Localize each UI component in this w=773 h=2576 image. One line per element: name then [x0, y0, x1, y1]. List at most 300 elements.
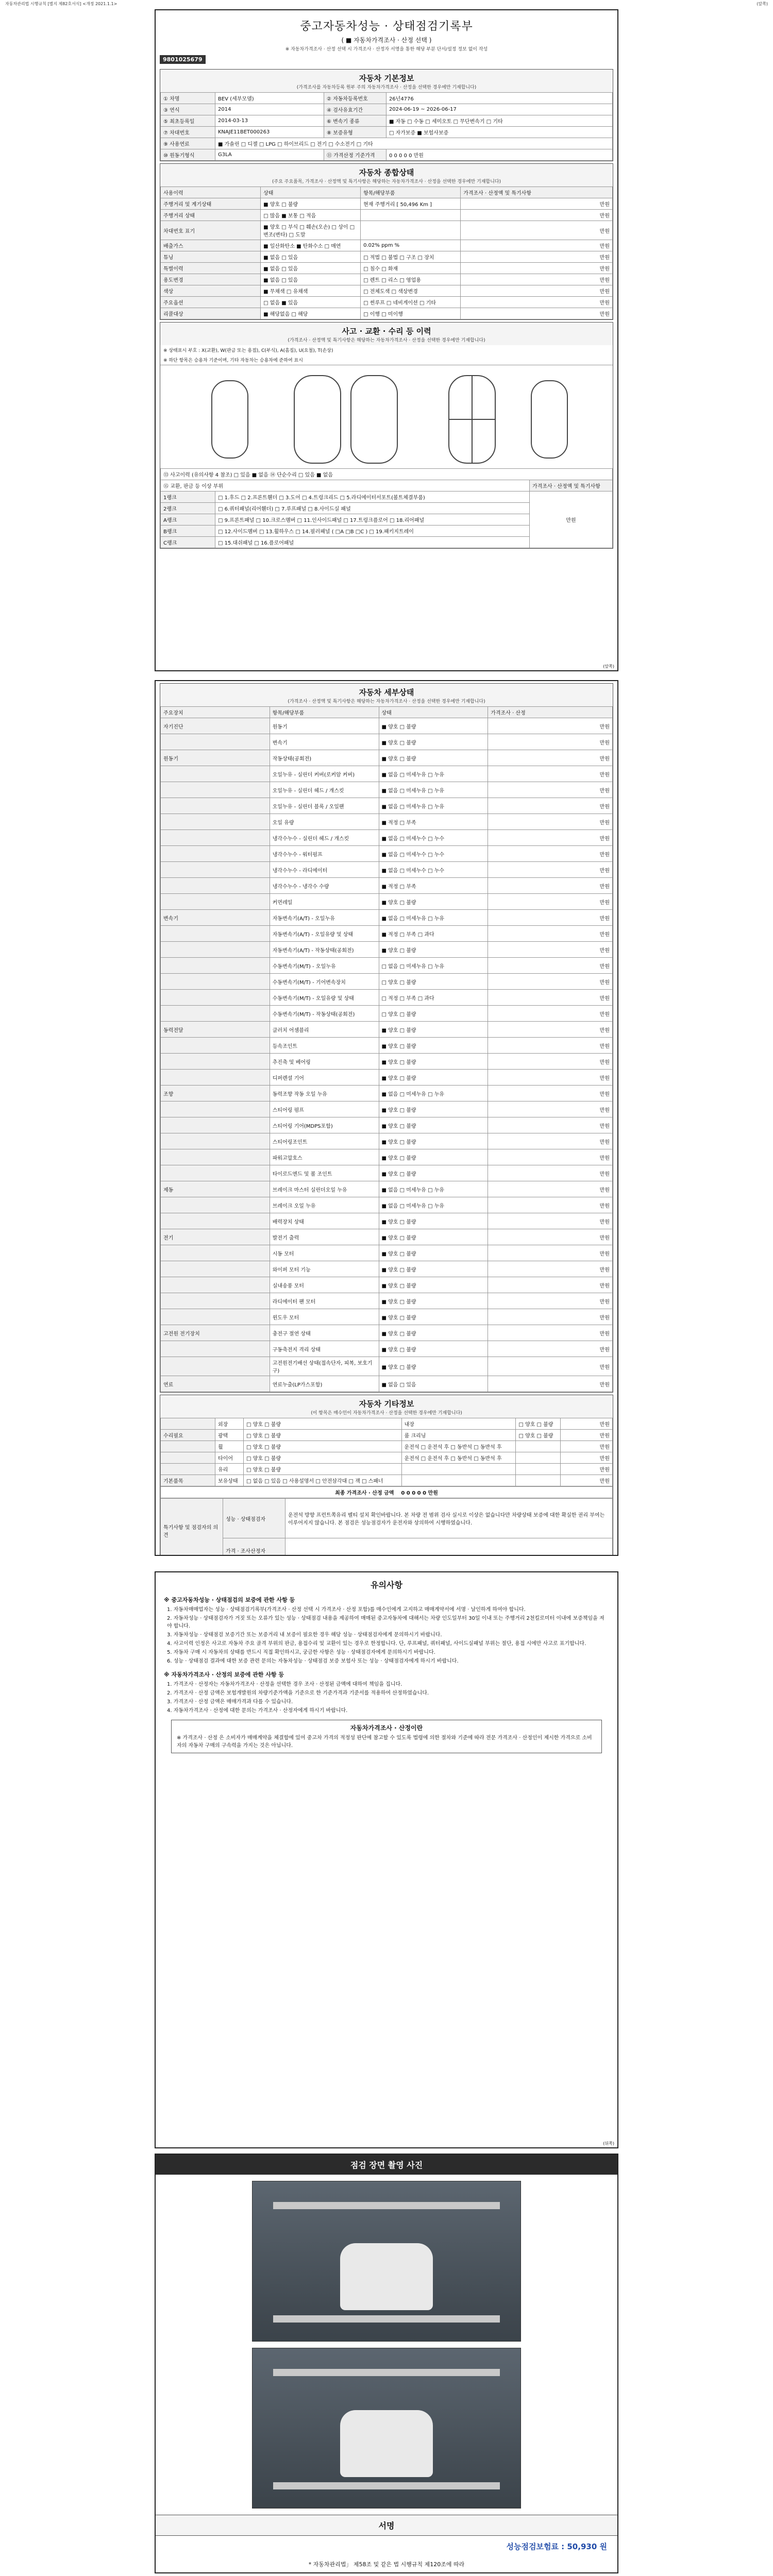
detail-row: [161, 1086, 613, 1101]
detail-item: 수동변속기(M/T) - 오일누유: [270, 958, 379, 974]
special-text: 운전석 방향 프런트쪽유리 벨티 설치 확인바랍니다. 본 차량 전 범위 검사 실시로 이상은 없습니다만 차량상태 보증에 대한 확실한 권리 부여는 이루어지지 않습니다. 본 점검은 성능점검자가 운전자와 상의하여 시행하였습니다.: [285, 1499, 613, 1538]
overall-item: 주행거리 상태: [161, 210, 261, 221]
detail-row: [161, 782, 613, 798]
detail-status: ■ 양호 □ 불량: [379, 1165, 488, 1181]
other-item: 광택: [215, 1430, 244, 1441]
detail-group: [161, 846, 270, 862]
other-item: 타이어: [215, 1452, 244, 1464]
detail-group: [161, 1213, 270, 1229]
other-item-2: [401, 1464, 516, 1475]
detail-row: [161, 1325, 613, 1341]
detail-status: ■ 없음 □ 미세누수 □ 누수: [379, 830, 488, 846]
overall-col-header: 상태: [261, 187, 361, 198]
overall-row: [161, 221, 613, 240]
other-price: 만원: [561, 1441, 613, 1452]
detail-row: [161, 1165, 613, 1181]
detail-price: 만원: [488, 846, 613, 862]
other-status-2: [516, 1452, 561, 1464]
detail-row: [161, 1149, 613, 1165]
other-info-section: [160, 1395, 613, 1556]
detail-price: 만원: [488, 734, 613, 750]
detail-group: [161, 766, 270, 782]
detail-price: 만원: [488, 1309, 613, 1325]
basic-value: □ 자가보증 ■ 보험사보증: [386, 127, 612, 138]
detail-price: 만원: [488, 814, 613, 830]
other-price: 만원: [561, 1430, 613, 1441]
rank-parts: □ 1.후드 □ 2.프론트휀더 □ 3.도어 □ 4.트렁크리드 □ 5.라디에이터서포트(볼트체결부품): [215, 492, 530, 503]
detail-table: [160, 706, 613, 1392]
rank-fee: 만원: [530, 492, 613, 548]
detail-item: 오일누유 - 실린더 커버(로커암 커버): [270, 766, 379, 782]
detail-item: 충전구 절연 상태: [270, 1325, 379, 1341]
overall-price: 만원: [461, 297, 613, 308]
detail-price: 만원: [488, 878, 613, 894]
car-left-side: [212, 381, 248, 458]
detail-status: ■ 양호 □ 불량: [379, 1341, 488, 1357]
basic-label: ② 자동차등록번호: [324, 93, 386, 104]
notice-heading-2: ※ 자동차가격조사 · 산정의 보증에 관한 사항 등: [164, 1671, 284, 1678]
checker-label: 성능 · 상태점검자: [223, 1499, 285, 1538]
detail-status: ■ 없음 □ 미세누유 □ 누유: [379, 766, 488, 782]
other-status-2: [516, 1441, 561, 1452]
overall-row: [161, 285, 613, 297]
appraiser-text: [285, 1538, 613, 1556]
detail-row: [161, 750, 613, 766]
detail-group: [161, 1149, 270, 1165]
detail-group: [161, 1006, 270, 1022]
other-row: [161, 1430, 613, 1441]
detail-item: 오일 유량: [270, 814, 379, 830]
overall-status-table: [160, 187, 613, 319]
detail-item: 타이로드엔드 및 볼 조인트: [270, 1165, 379, 1181]
signature-heading: 서명: [156, 2515, 617, 2536]
detail-item: 고전원전기배선 상태(접속단자, 피복, 보호기구): [270, 1357, 379, 1376]
detail-item: 배력장치 상태: [270, 1213, 379, 1229]
detail-item: 브레이크 오일 누유: [270, 1197, 379, 1213]
other-status: □ 양호 □ 불량: [244, 1452, 402, 1464]
detail-item: 자동변속기(A/T) - 작동상태(공회전): [270, 942, 379, 958]
document-note: ※ 자동차가격조사 · 산정 선택 시 가격조사 · 산정자 서명을 통한 해당 부분 단서/설정 정보 없이 작성: [285, 47, 488, 52]
detail-price: 만원: [488, 1054, 613, 1070]
photos-heading: 점검 장면 촬영 사진: [156, 2155, 617, 2175]
accident-heading: 사고 · 교환 · 수리 등 이력: [342, 327, 431, 336]
detail-item: 원동기: [270, 718, 379, 734]
other-row: [161, 1475, 613, 1486]
overall-price: 만원: [461, 210, 613, 221]
detail-status: ■ 양호 □ 불량: [379, 734, 488, 750]
basic-info-note: (가격조사를 자동차등록 원부 주의 자동차가격조사 · 산정을 선택한 경우에만 기재합니다): [296, 85, 477, 90]
basic-row: [161, 138, 613, 149]
overall-detail: □ 이행 □ 미이행: [361, 308, 461, 319]
rank-parts: □ 12.사이드멤버 □ 13.휠하우스 □ 14.필러패널 ( □A □B □C ) □ 19.패키지트레이: [215, 526, 530, 537]
detail-row: [161, 958, 613, 974]
notice-list-2: [156, 1681, 617, 1715]
accident-history-table: [160, 468, 613, 548]
basic-label: ③ 연식: [161, 104, 215, 115]
overall-row: [161, 274, 613, 285]
other-item: 휠: [215, 1441, 244, 1452]
detail-item: 시동 모터: [270, 1245, 379, 1261]
other-price: 만원: [561, 1475, 613, 1486]
detail-row: [161, 974, 613, 990]
detail-status: ■ 양호 □ 불량: [379, 1213, 488, 1229]
overall-row: [161, 297, 613, 308]
basic-info-table: [160, 92, 613, 161]
detail-item: 파워고압호스: [270, 1149, 379, 1165]
basic-label: ⑦ 차대번호: [161, 127, 215, 138]
detail-row: [161, 830, 613, 846]
overall-row: [161, 308, 613, 319]
overall-detail: □ 적법 □ 불법 □ 구조 □ 장치: [361, 251, 461, 263]
detail-status: ■ 없음 □ 미세누유 □ 누유: [379, 910, 488, 926]
notice-title: 유의사항: [371, 1580, 402, 1590]
detail-status: ■ 양호 □ 불량: [379, 1229, 488, 1245]
detail-row: [161, 1357, 613, 1376]
overall-row: [161, 251, 613, 263]
basic-value: ■ 가솔린 □ 디젤 □ LPG □ 하이브리드 □ 전기 □ 수소전기 □ 기타: [215, 138, 613, 149]
overall-item: 용도변경: [161, 274, 261, 285]
detail-item: 냉각수누수 - 실린더 헤드 / 개스킷: [270, 830, 379, 846]
detail-row: [161, 1229, 613, 1245]
detail-group: 동력전달: [161, 1022, 270, 1038]
detail-row: [161, 1309, 613, 1325]
detail-heading: 자동차 세부상태: [359, 688, 414, 697]
inspection-photo-2: [252, 2348, 521, 2509]
lift-bar-bottom-2: [273, 2482, 500, 2489]
accident-note: (가격조사 · 산정액 및 특기사항은 해당하는 자동차가격조사 · 산정을 선택한 경우에만 기재합니다): [288, 338, 485, 343]
notice-item: 2. 가격조사 · 산정 금액은 보험개발원의 차량기준가액을 기준으로 한 기준가격과 기준서를 적용하여 산정하였습니다.: [167, 1690, 429, 1696]
detail-item: 냉각수누수 - 워터펌프: [270, 846, 379, 862]
detail-group: [161, 1293, 270, 1309]
special-notes-table: [160, 1498, 613, 1556]
detail-row: [161, 1277, 613, 1293]
detail-price: 만원: [488, 942, 613, 958]
detail-price: 만원: [488, 1277, 613, 1293]
detail-row: [161, 1197, 613, 1213]
overall-price: 만원: [461, 198, 613, 210]
detail-row: [161, 734, 613, 750]
basic-value: KNAJE11BET000263: [215, 127, 324, 138]
detail-status: ■ 없음 □ 미세누수 □ 누수: [379, 846, 488, 862]
detail-row: [161, 846, 613, 862]
detail-group: 조향: [161, 1086, 270, 1101]
detail-status: ■ 적정 □ 부족: [379, 878, 488, 894]
other-row: [161, 1418, 613, 1430]
other-item: 보유상태: [215, 1475, 244, 1486]
detail-row: [161, 1341, 613, 1357]
inspection-photo-1: [252, 2181, 521, 2342]
detail-price: 만원: [488, 1229, 613, 1245]
other-status: □ 양호 □ 불량: [244, 1441, 402, 1452]
detail-row: [161, 990, 613, 1006]
detail-status: ■ 양호 □ 불량: [379, 1357, 488, 1376]
overall-price: 만원: [461, 308, 613, 319]
overall-item: 특별이력: [161, 263, 261, 274]
basic-row: [161, 115, 613, 127]
other-row: [161, 1464, 613, 1475]
detail-header-row: [161, 707, 613, 718]
detail-group: 제동: [161, 1181, 270, 1197]
overall-item: 색상: [161, 285, 261, 297]
detail-row: [161, 1101, 613, 1117]
detail-item: 실내송풍 모터: [270, 1277, 379, 1293]
detail-group: [161, 1054, 270, 1070]
detail-group: [161, 798, 270, 814]
other-status-2: [516, 1475, 561, 1486]
other-status-2: □ 양호 □ 불량: [516, 1418, 561, 1430]
notice-footer: (뒤쪽): [603, 2141, 614, 2146]
detail-item: 동력조향 작동 오일 누유: [270, 1086, 379, 1101]
rank-label: 1랭크: [161, 492, 215, 503]
detail-group: [161, 1245, 270, 1261]
detail-group: [161, 1309, 270, 1325]
detail-note: (가격조사 · 산정액 및 특기사항은 해당하는 자동차가격조사 · 산정을 선택한 경우에만 기재합니다): [288, 699, 485, 704]
detail-item: 라디에이터 팬 모터: [270, 1293, 379, 1309]
detail-group: 자기진단: [161, 718, 270, 734]
detail-price: 만원: [488, 782, 613, 798]
detail-group: 고전원 전기장치: [161, 1325, 270, 1341]
other-price: 만원: [561, 1452, 613, 1464]
detail-status: ■ 없음 □ 미세누유 □ 누유: [379, 782, 488, 798]
other-status: □ 없음 □ 있음 □ 사용설명서 □ 안전삼각대 □ 잭 □ 스패너: [244, 1475, 402, 1486]
overall-row: [161, 210, 613, 221]
detail-group: [161, 878, 270, 894]
overall-status: ■ 없음 □ 있음: [261, 251, 361, 263]
notice-item: 4. 자동차가격조사 · 산정에 대한 문의는 가격조사 · 산정자에게 하시기 바랍니다.: [167, 1708, 348, 1714]
other-row: [161, 1452, 613, 1464]
notice-item: 3. 자동차성능 · 상태점검 보증기간 또는 보증거리 내 보증이 필요한 경우 해당 성능 · 상태점검자에게 문의하시기 바랍니다.: [167, 1632, 442, 1638]
overall-status: □ 많음 ■ 보통 □ 적음: [261, 210, 361, 221]
notice-item: 2. 자동차성능 · 상태점검자가 거짓 또는 오류가 있는 성능 · 상태점검 내용을 제공하여 매매된 중고자동차에 대해서는 차량 인도일부터 30일 이내 또는 주행거리 2천킬로미터 이내에 보증책임을 져야 합니다.: [167, 1616, 604, 1629]
rank-parts: □ 15.대쉬패널 □ 16.플로어패널: [215, 537, 530, 548]
car-rear-image: [340, 2243, 433, 2310]
detail-item: 오일누유 - 실린더 헤드 / 개스킷: [270, 782, 379, 798]
detail-price: 만원: [488, 718, 613, 734]
detail-col-header: 항목/해당부품: [270, 707, 379, 718]
overall-status: ■ 해당없음 □ 해당: [261, 308, 361, 319]
overall-status: ■ 없음 □ 있음: [261, 263, 361, 274]
page-2: [155, 680, 618, 1556]
detail-group: [161, 1357, 270, 1376]
other-status: □ 양호 □ 불량: [244, 1430, 402, 1441]
detail-item: 수동변속기(M/T) - 기어변속장치: [270, 974, 379, 990]
detail-price: 만원: [488, 1341, 613, 1357]
detail-price: 만원: [488, 798, 613, 814]
final-table: [160, 1486, 613, 1498]
overall-status-heading: 자동차 종합상태: [359, 168, 414, 177]
overall-detail: □ 썬루프 □ 네비게이션 □ 기타: [361, 297, 461, 308]
detail-group: [161, 830, 270, 846]
document-subtitle: ( ■ 자동차가격조사 · 산정 선택 ): [341, 37, 432, 44]
detail-item: 와이퍼 모터 기능: [270, 1261, 379, 1277]
detail-row: [161, 814, 613, 830]
detail-price: 만원: [488, 1101, 613, 1117]
detail-group: [161, 942, 270, 958]
car-top-front: [294, 376, 341, 463]
notice-item: 6. 성능 · 상태점검 결과에 대한 보증 관련 문의는 자동차성능 · 상태점검 보증 보험사 또는 성능 · 상태점검자에게 하시기 바랍니다.: [167, 1658, 459, 1664]
detail-price: 만원: [488, 1038, 613, 1054]
other-group: [161, 1418, 215, 1430]
detail-item: 윈도우 모터: [270, 1309, 379, 1325]
other-item: 유리: [215, 1464, 244, 1475]
detail-status: ■ 적정 □ 부족: [379, 814, 488, 830]
detail-group: [161, 974, 270, 990]
detail-group: 전기: [161, 1229, 270, 1245]
overall-price: 만원: [461, 274, 613, 285]
detail-price: 만원: [488, 1006, 613, 1022]
detail-status: ■ 양호 □ 불량: [379, 1245, 488, 1261]
detail-row: [161, 766, 613, 782]
detail-item: 등속조인트: [270, 1038, 379, 1054]
detail-group: [161, 1038, 270, 1054]
car-right-side: [531, 381, 567, 458]
special-label: 특기사항 및 점검자의 의견: [161, 1499, 223, 1556]
detail-status: ■ 없음 □ 미세누유 □ 누유: [379, 1086, 488, 1101]
car-outline-drawing: [160, 365, 616, 468]
detail-group: [161, 1261, 270, 1277]
detail-row: [161, 926, 613, 942]
other-item-2: 룸 크리닝: [401, 1430, 516, 1441]
accident-legend: ※ 상태표시 부호 : X(교환), W(판금 또는 용접), C(부식), A(흠집), U(요철), T(손상): [160, 345, 613, 355]
detail-group: [161, 926, 270, 942]
detail-group: [161, 1277, 270, 1293]
detail-status: ■ 없음 □ 있음: [379, 1376, 488, 1392]
detail-item: 작동상태(공회전): [270, 750, 379, 766]
detail-group: 원동기: [161, 750, 270, 766]
detail-price: 만원: [488, 862, 613, 878]
detail-status: ■ 없음 □ 미세누유 □ 누유: [379, 1197, 488, 1213]
overall-price: 만원: [461, 285, 613, 297]
notice-item: 5. 자동차 구매 시 자동차의 상태를 반드시 직접 확인하시고, 궁금한 사항은 성능 · 상태점검자에게 문의하시기 바랍니다.: [167, 1650, 435, 1655]
detail-status: ■ 양호 □ 불량: [379, 1149, 488, 1165]
detail-status: ■ 양호 □ 불량: [379, 1277, 488, 1293]
rank-label: C랭크: [161, 537, 215, 548]
other-status: □ 양호 □ 불량: [244, 1464, 402, 1475]
detail-item: 추진축 및 베어링: [270, 1054, 379, 1070]
notice-item: 1. 자동차매매업자는 성능 · 상태점검기록부(가격조사 · 산정 선택 시 가격조사 · 산정 포함)를 매수인에게 고지하고 매매계약서에 서명 · 날인하게 하여야 합니다.: [167, 1607, 526, 1613]
detail-status: ■ 양호 □ 불량: [379, 1133, 488, 1149]
detail-price: 만원: [488, 910, 613, 926]
rank-label: B랭크: [161, 526, 215, 537]
other-status: □ 양호 □ 불량: [244, 1418, 402, 1430]
other-item-2: 내장: [401, 1418, 516, 1430]
detail-price: 만원: [488, 830, 613, 846]
basic-value: 2014-03-13: [215, 115, 324, 127]
rank-label: A랭크: [161, 514, 215, 526]
basic-row: [161, 93, 613, 104]
page-3-notice: [155, 1571, 618, 2148]
other-price: 만원: [561, 1418, 613, 1430]
detail-status: ■ 양호 □ 불량: [379, 718, 488, 734]
other-info-table: [160, 1418, 613, 1486]
detail-price: 만원: [488, 894, 613, 910]
overall-status-note: (주요 주요품목, 가격조사 · 산정액 및 특기사항은 해당하는 자동차가격조사 · 산정을 선택한 경우에만 기재합니다): [272, 179, 501, 184]
appraiser-label: 가격 · 조사산정자: [223, 1538, 285, 1556]
insurance-fee-value: 50,930: [567, 2542, 597, 2551]
rank-parts: □ 6.쿼터패널(리어휀더) □ 7.루프패널 □ 8.사이드실 패널: [215, 503, 530, 514]
notice-heading-1: ※ 중고자동차성능 · 상태점검의 보증에 관한 사항 등: [164, 1597, 295, 1603]
detail-price: 만원: [488, 1245, 613, 1261]
rank-parts: □ 9.프론트패널 □ 10.크로스멤버 □ 11.인사이드패널 □ 17.트렁크플로어 □ 18.리어패널: [215, 514, 530, 526]
accident-legend-2: ※ 하단 항목은 승용차 기준이며, 기타 자동차는 승용차에 준하여 표시: [160, 355, 613, 365]
appraisal-info-box: [171, 1720, 602, 1753]
detail-price: 만원: [488, 766, 613, 782]
basic-row: [161, 104, 613, 115]
detail-item: 냉각수누수 - 라디에이터: [270, 862, 379, 878]
detail-status: ■ 양호 □ 불량: [379, 1325, 488, 1341]
detail-item: 오일누유 - 실린더 블록 / 오일팬: [270, 798, 379, 814]
detail-status: ■ 양호 □ 불량: [379, 894, 488, 910]
detail-price: 만원: [488, 1213, 613, 1229]
basic-info-heading: 자동차 기본정보: [359, 74, 414, 83]
detail-status: ■ 없음 □ 미세누수 □ 누수: [379, 862, 488, 878]
detail-row: [161, 1006, 613, 1022]
overall-item: 주행거리 및 계기상태: [161, 198, 261, 210]
overall-detail: □ 렌트 □ 리스 □ 영업용: [361, 274, 461, 285]
basic-row: [161, 127, 613, 138]
overall-status-section: [160, 163, 613, 320]
other-status-2: □ 양호 □ 불량: [516, 1430, 561, 1441]
detail-status: ■ 양호 □ 불량: [379, 1309, 488, 1325]
detail-price: 만원: [488, 1070, 613, 1086]
detail-status: ■ 양호 □ 불량: [379, 1038, 488, 1054]
detail-row: [161, 1117, 613, 1133]
overall-price: 만원: [461, 221, 613, 240]
insurance-fee: 성능점검보험료 : 50,930 원: [506, 2542, 607, 2551]
basic-label: ⑪ 가격산정 기준가격: [324, 149, 386, 161]
other-group: [161, 1441, 215, 1452]
overall-detail: □ 침수 □ 화재: [361, 263, 461, 274]
overall-col-header: 사용이력: [161, 187, 261, 198]
overall-status: ■ 양호 □ 불량: [261, 198, 361, 210]
detail-price: 만원: [488, 1149, 613, 1165]
detail-price: 만원: [488, 1022, 613, 1038]
detail-row: [161, 1293, 613, 1309]
basic-label: ① 차명: [161, 93, 215, 104]
notice-item: 4. 사고이력 인정은 사고로 자동차 주요 골격 부위의 판금, 용접수리 및 교환이 있는 경우로 한정합니다. 단, 루프패널, 쿼터패널, 사이드실패널 부위는 절단, 용접 시에만 사고로 표기합니다.: [167, 1641, 586, 1647]
page-side-label: (앞쪽): [757, 2, 768, 6]
detail-item: 자동변속기(A/T) - 오일유량 및 상태: [270, 926, 379, 942]
lift-bar-top-2: [273, 2369, 500, 2376]
other-group: [161, 1452, 215, 1464]
detail-group: [161, 734, 270, 750]
other-group: 기본품목: [161, 1475, 215, 1486]
overall-status: ■ 없음 □ 있음: [261, 274, 361, 285]
overall-item: 리콜대상: [161, 308, 261, 319]
detail-group: [161, 1165, 270, 1181]
detail-row: [161, 1038, 613, 1054]
detail-row: [161, 942, 613, 958]
detail-group: [161, 782, 270, 798]
page-1: [155, 9, 618, 671]
overall-header-row: [161, 187, 613, 198]
detail-item: 연료누출(LP가스포함): [270, 1376, 379, 1392]
legal-footer: * 자동차관리법」 제58조 및 같은 법 시행규칙 제120조에 따라: [308, 2561, 465, 2568]
other-item-2: 운전석 □ 운전석 후 □ 동반석 □ 동반석 후: [401, 1452, 516, 1464]
detail-item: 변속기: [270, 734, 379, 750]
overall-col-header: 항목/해당부품: [361, 187, 461, 198]
overall-status: ■ 양호 □ 부식 □ 훼손(오손) □ 상이 □ 변조(변타) □ 도말: [261, 221, 361, 240]
detail-item: 수동변속기(M/T) - 작동상태(공회전): [270, 1006, 379, 1022]
detail-price: 만원: [488, 926, 613, 942]
detail-status: ■ 적정 □ 부족 □ 과다: [379, 926, 488, 942]
overall-detail: [361, 210, 461, 221]
overall-item: 배출가스: [161, 240, 261, 251]
detail-group: [161, 990, 270, 1006]
detail-row: [161, 878, 613, 894]
detail-price: 만원: [488, 974, 613, 990]
detail-row: [161, 1376, 613, 1392]
